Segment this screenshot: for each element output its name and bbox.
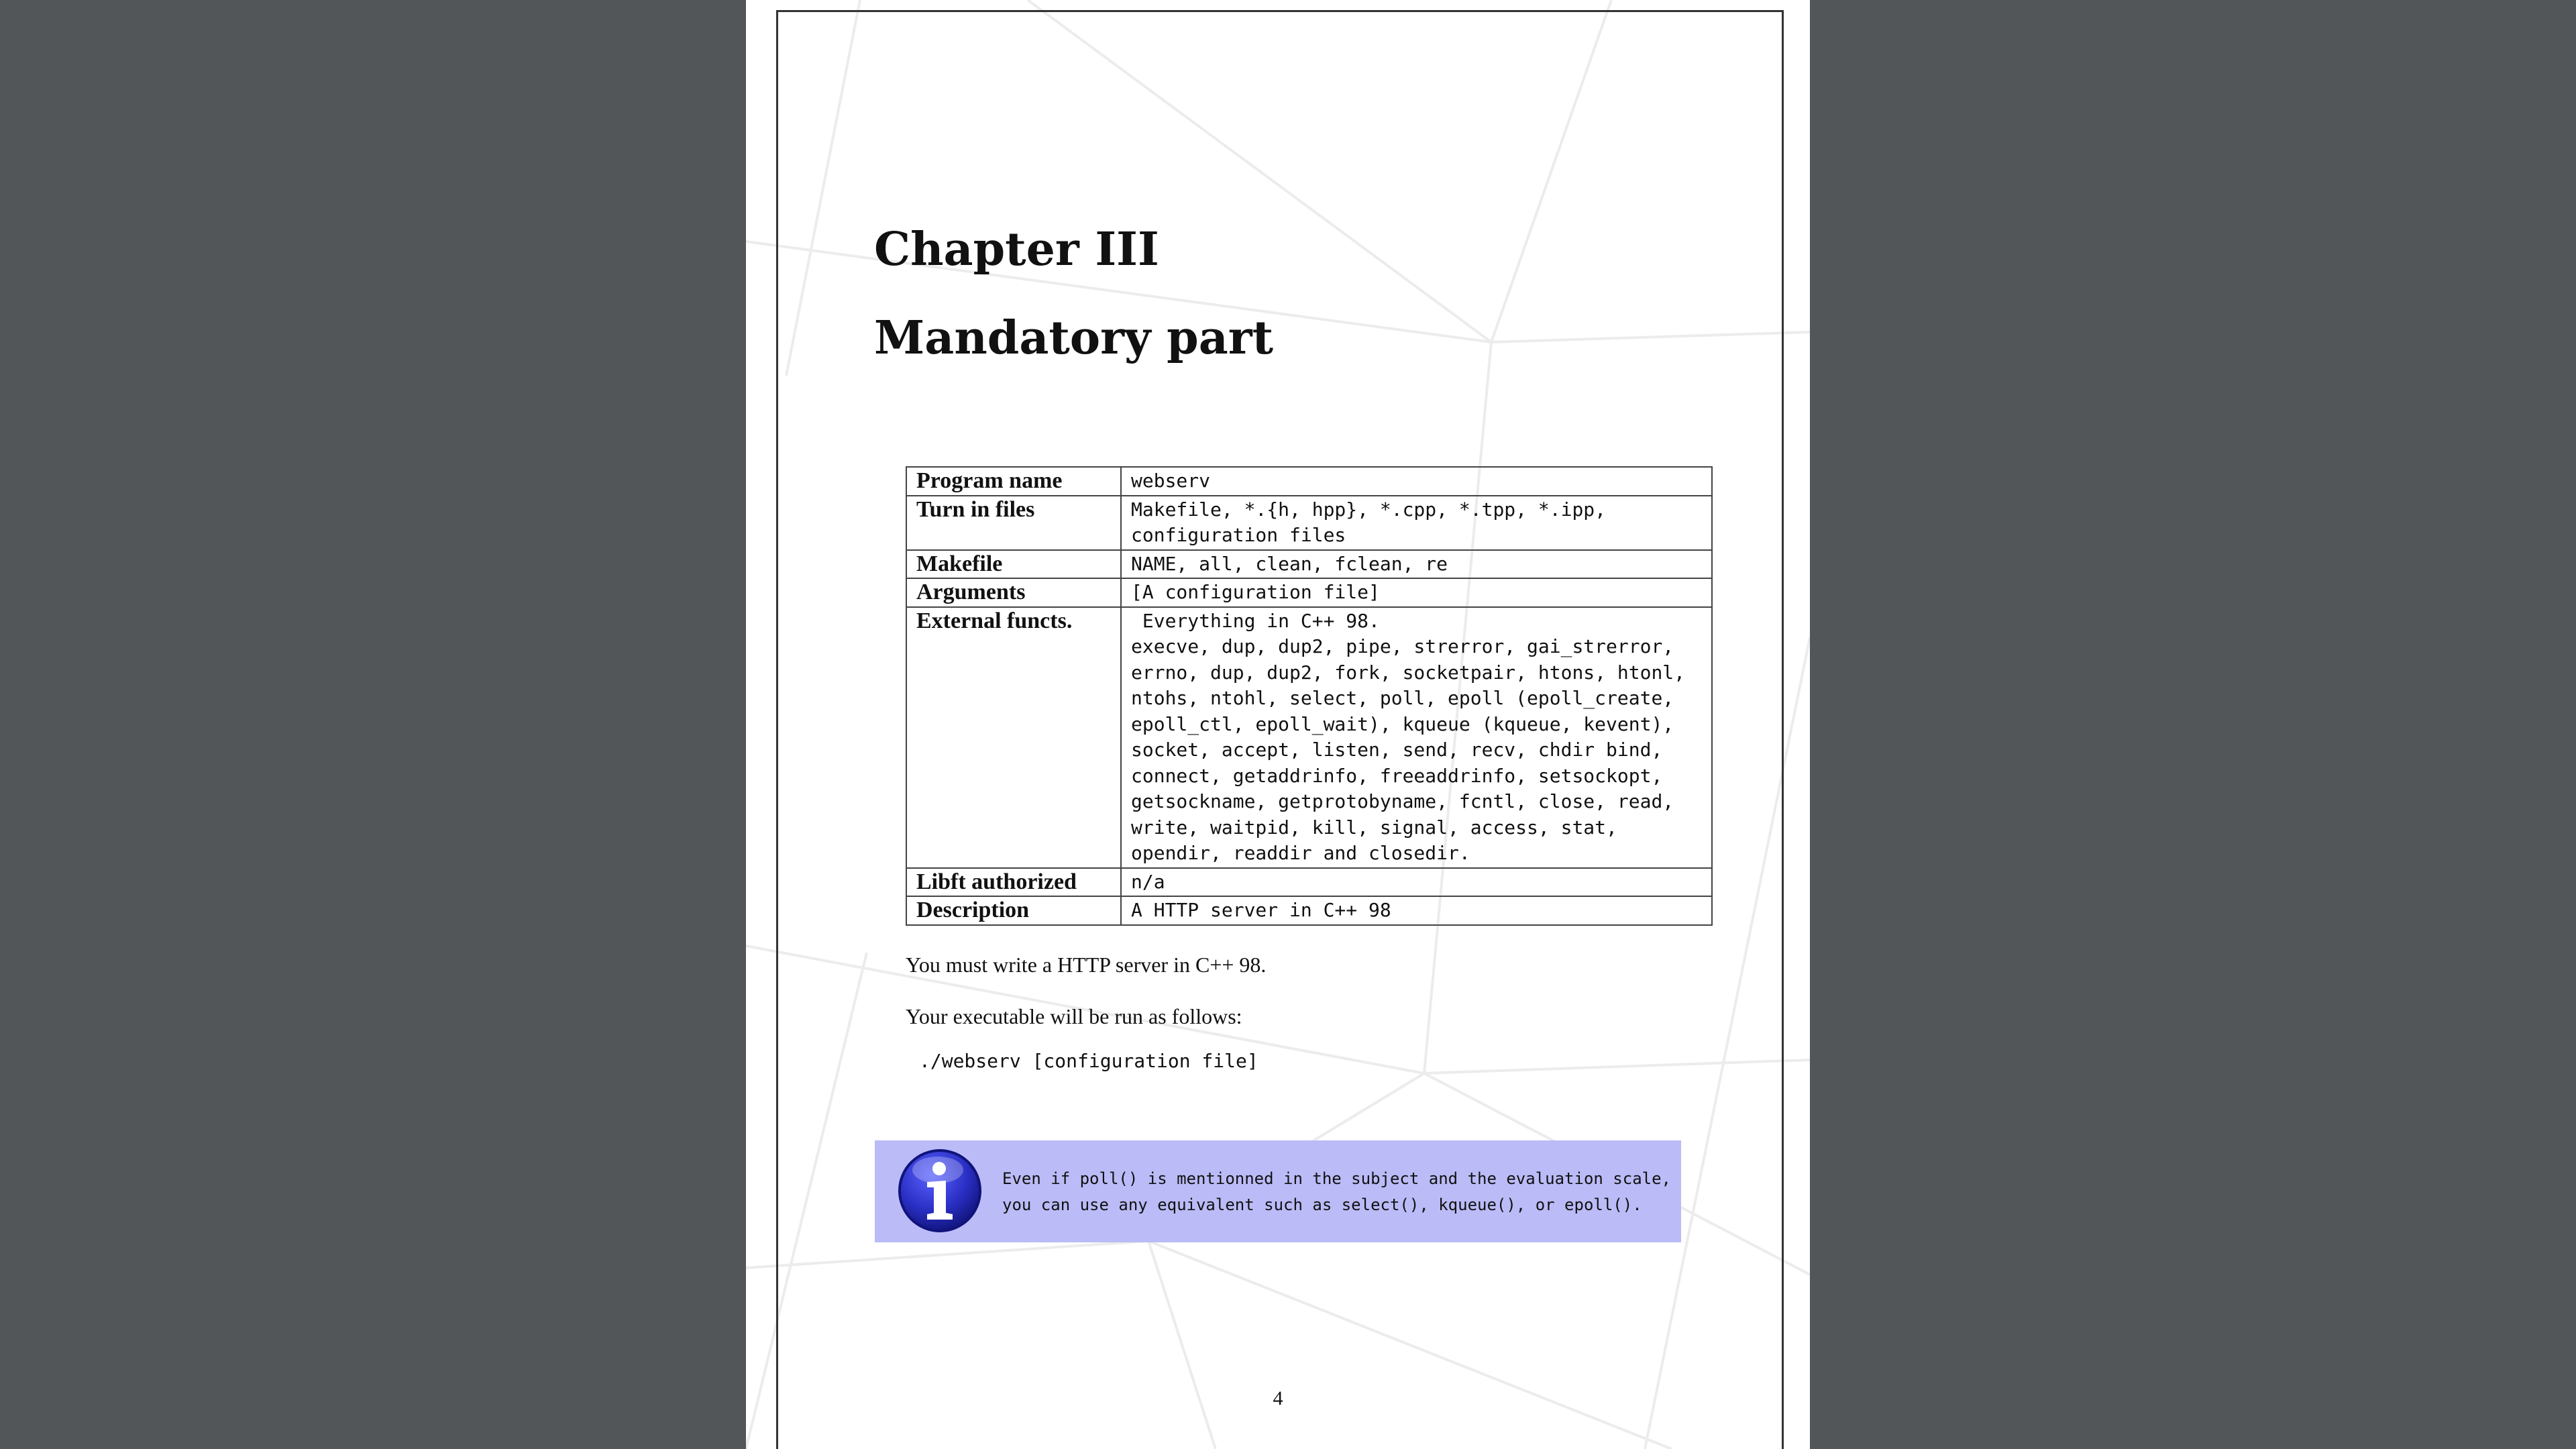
paragraph-run-instructions: Your executable will be run as follows: (906, 1004, 1242, 1028)
info-icon (896, 1147, 983, 1234)
spec-table (906, 466, 1713, 926)
info-note-box (875, 1140, 1681, 1242)
command-example: ./webserv [configuration file] (919, 1050, 1258, 1072)
spec-value: Everything in C++ 98. execve, dup, dup2, pipe, strerror, gai_strerror, errno, dup, dup2, fork, socketpair, htons, htonl, ntohs, ntohl, select, poll, epoll (epoll_create, epoll_ctl, epoll_wait), kqueue (kqueue, kevent), socket, accept, listen, send, recv, chdir bind, connect, getaddrinfo, freeaddrinfo, setsockopt, getsockname, getprotobyname, fcntl, close, read, write, waitpid, kill, signal, access, stat, opendir, readdir and closedir. (1121, 607, 1712, 868)
spec-key: Arguments (906, 578, 1121, 607)
spec-key: External functs. (906, 607, 1121, 868)
spec-table-row (906, 578, 1712, 607)
paragraph-requirement: You must write a HTTP server in C++ 98. (906, 953, 1267, 977)
spec-table-row (906, 607, 1712, 868)
info-note-line: you can use any equivalent such as select(), kqueue(), or epoll(). (1002, 1195, 1642, 1214)
spec-value: [A configuration file] (1121, 578, 1712, 607)
spec-table-row (906, 467, 1712, 496)
spec-key: Turn in files (906, 496, 1121, 550)
spec-key: Makefile (906, 550, 1121, 579)
spec-key: Program name (906, 467, 1121, 496)
spec-key: Libft authorized (906, 868, 1121, 897)
section-title: Mandatory part (874, 311, 1273, 365)
document-page (746, 0, 1810, 1449)
spec-table-row (906, 868, 1712, 897)
spec-key: Description (906, 896, 1121, 925)
spec-table-row (906, 550, 1712, 579)
chapter-heading: Chapter III (874, 223, 1159, 276)
spec-value: A HTTP server in C++ 98 (1121, 896, 1712, 925)
spec-table-row (906, 496, 1712, 550)
spec-value: webserv (1121, 467, 1712, 496)
spec-table-row (906, 896, 1712, 925)
spec-value: NAME, all, clean, fclean, re (1121, 550, 1712, 579)
page-number: 4 (1273, 1387, 1283, 1409)
info-note-text (1002, 1166, 1673, 1218)
spec-value: n/a (1121, 868, 1712, 897)
spec-value: Makefile, *.{h, hpp}, *.cpp, *.tpp, *.ipp, configuration files (1121, 496, 1712, 550)
info-note-line: Even if poll() is mentionned in the subject and the evaluation scale, (1002, 1169, 1671, 1188)
